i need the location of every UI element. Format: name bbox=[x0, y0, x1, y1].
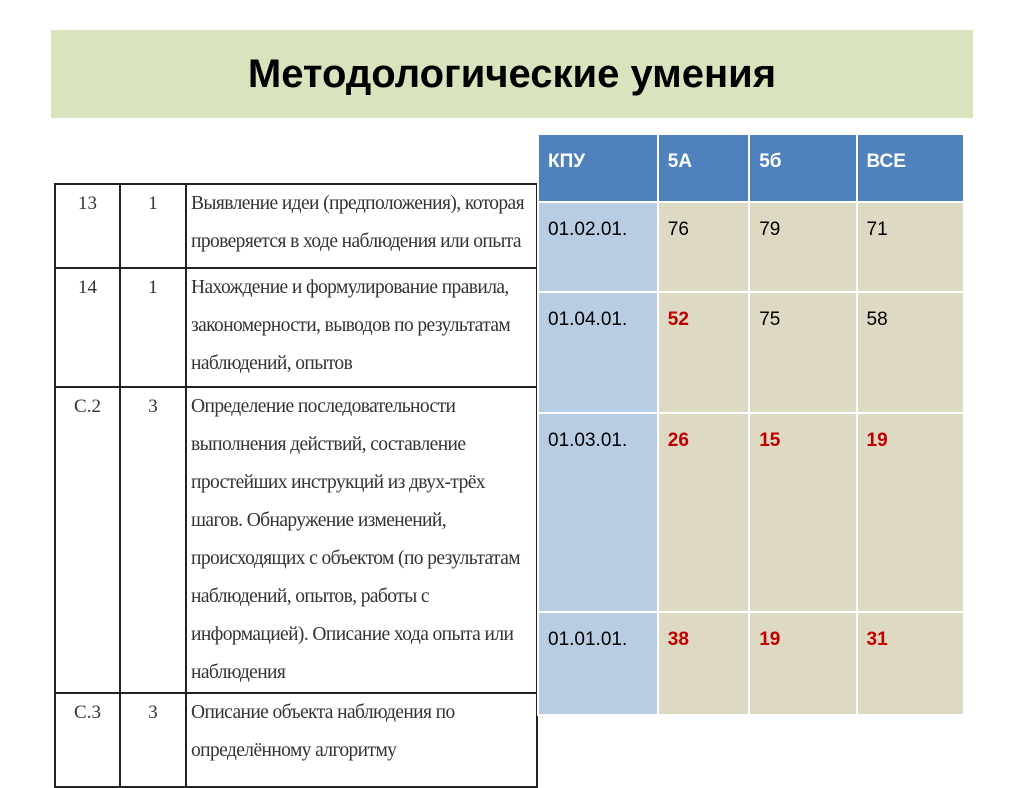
skill-description: Выявление идеи (предположения), которая проверяется в ходе наблюдения или опыта bbox=[186, 184, 537, 268]
value-5a: 52 bbox=[658, 292, 749, 413]
skill-code: С.3 bbox=[55, 693, 120, 787]
value-5b: 19 bbox=[749, 612, 856, 715]
value-5a: 76 bbox=[658, 202, 749, 292]
header-kpu: КПУ bbox=[538, 134, 658, 202]
value-5a: 38 bbox=[658, 612, 749, 715]
skill-description: Нахождение и формулирование правила, закономерности, выводов по результатам наблюдений, опытов bbox=[186, 268, 537, 387]
kpu-code: 01.01.01. bbox=[538, 612, 658, 715]
table-row bbox=[538, 413, 964, 612]
page-title: Методологические умения bbox=[247, 51, 777, 96]
value-5a: 26 bbox=[658, 413, 749, 612]
value-all: 19 bbox=[857, 413, 965, 612]
skills-table bbox=[54, 183, 538, 788]
kpu-code: 01.03.01. bbox=[538, 413, 658, 612]
skill-number: 3 bbox=[120, 387, 186, 693]
skill-number: 3 bbox=[120, 693, 186, 787]
value-5b: 15 bbox=[749, 413, 856, 612]
table-row bbox=[538, 292, 964, 413]
value-all: 31 bbox=[857, 612, 965, 715]
header-5a: 5А bbox=[658, 134, 749, 202]
table-row bbox=[538, 202, 964, 292]
header-5b: 5б bbox=[749, 134, 856, 202]
header-all: ВСЕ bbox=[857, 134, 965, 202]
value-5b: 75 bbox=[749, 292, 856, 413]
skill-description: Описание объекта наблюдения по определённому алгоритму bbox=[186, 693, 537, 787]
title-banner bbox=[51, 30, 973, 118]
results-table bbox=[537, 133, 965, 716]
kpu-code: 01.04.01. bbox=[538, 292, 658, 413]
table-row bbox=[538, 612, 964, 715]
table-row bbox=[55, 184, 537, 268]
skill-number: 1 bbox=[120, 184, 186, 268]
skill-code: 13 bbox=[55, 184, 120, 268]
skill-code: 14 bbox=[55, 268, 120, 387]
value-all: 71 bbox=[857, 202, 965, 292]
skill-code: С.2 bbox=[55, 387, 120, 693]
skill-description: Определение последовательности выполнения действий, составление простейших инструкций из двух-трёх шагов. Обнаружение изменений, происходящих с объектом (по результатам наблюдений, опытов, работы с информацией). Описание хода опыта или наблюдения bbox=[186, 387, 537, 693]
table-row bbox=[55, 268, 537, 387]
kpu-code: 01.02.01. bbox=[538, 202, 658, 292]
value-5b: 79 bbox=[749, 202, 856, 292]
skill-number: 1 bbox=[120, 268, 186, 387]
value-all: 58 bbox=[857, 292, 965, 413]
table-row bbox=[55, 387, 537, 693]
table-row bbox=[55, 693, 537, 787]
header-row bbox=[538, 134, 964, 202]
